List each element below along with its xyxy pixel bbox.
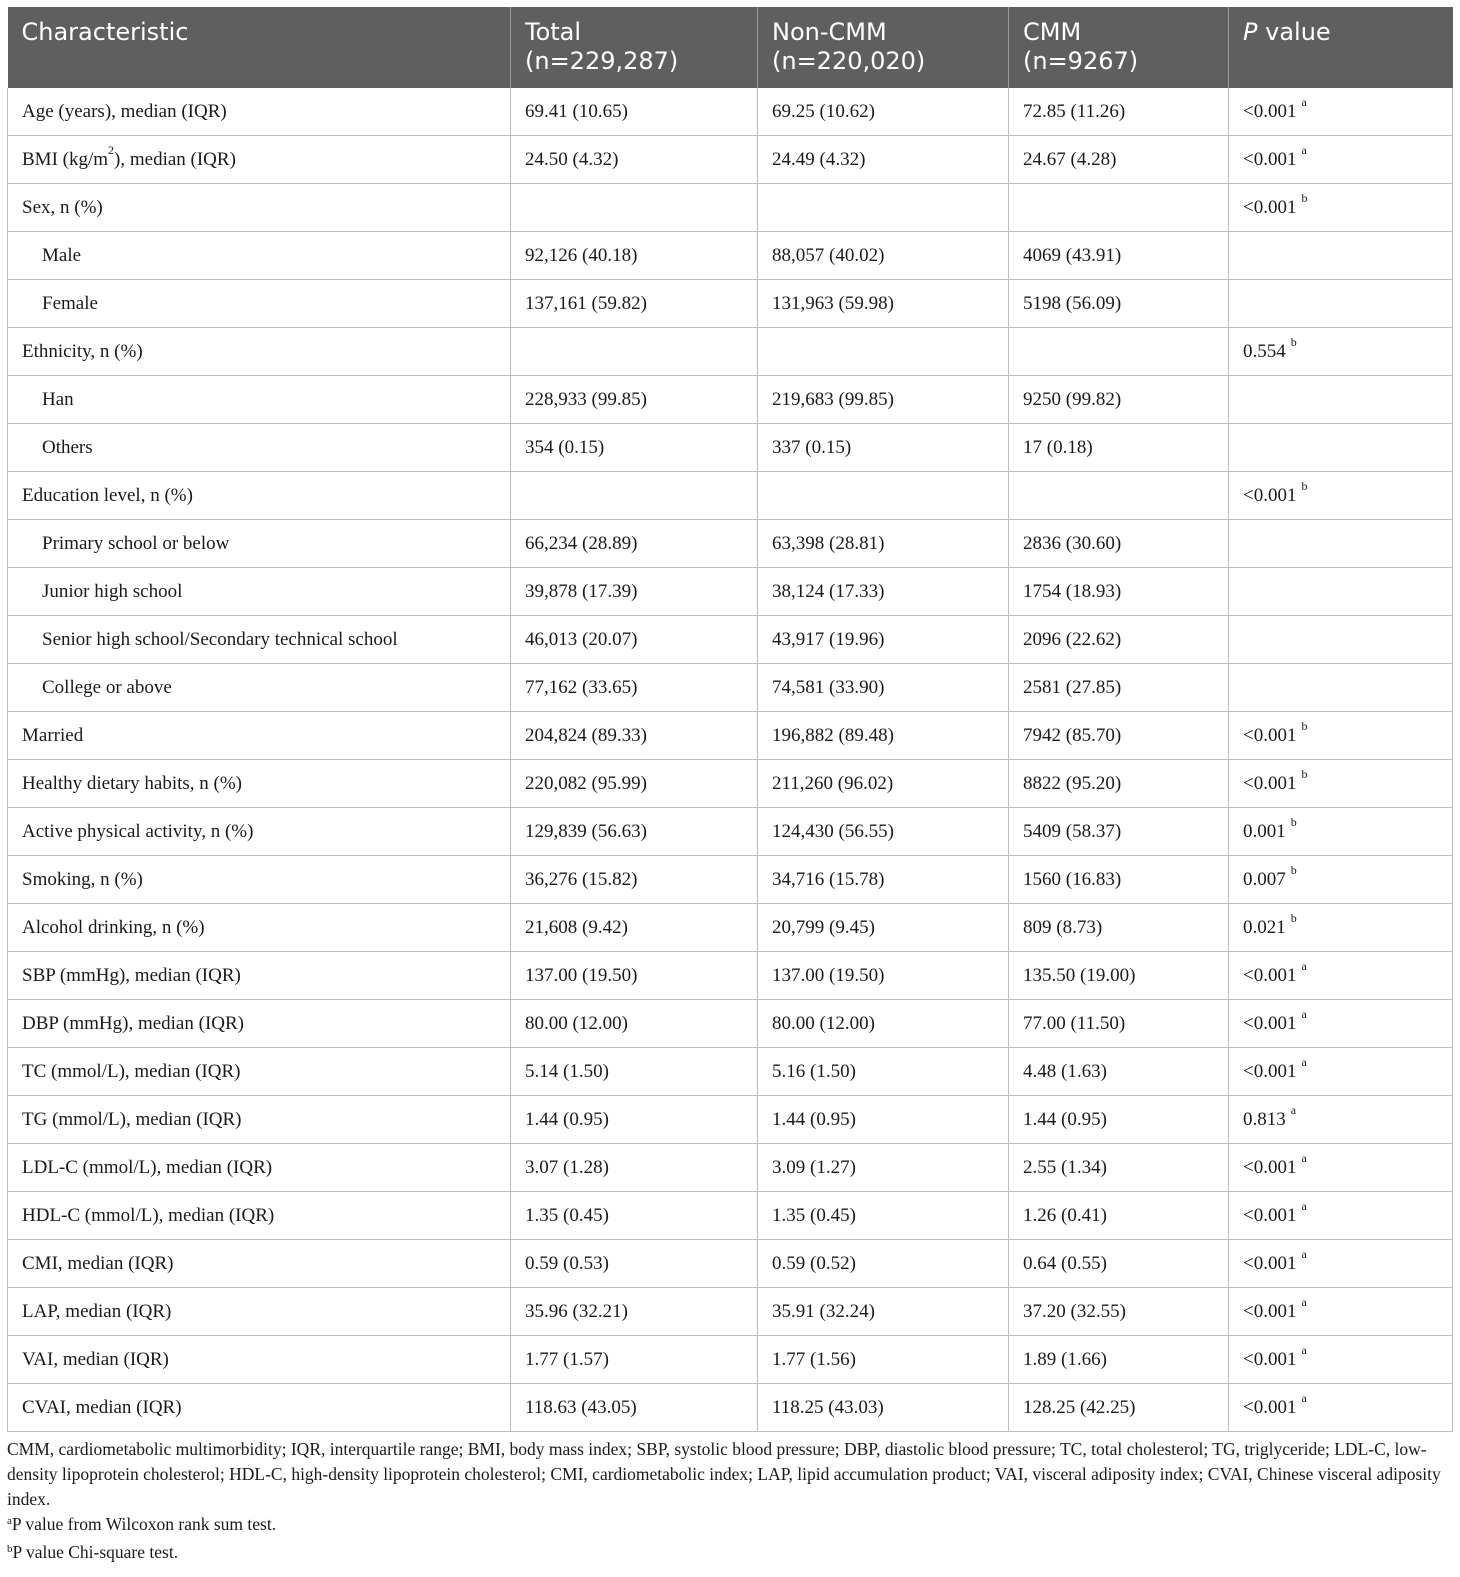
cell-characteristic: Male — [8, 232, 511, 280]
cell-cmm: 4.48 (1.63) — [1009, 1048, 1229, 1096]
table-footnotes — [7, 1437, 1452, 1568]
cell-characteristic: Others — [8, 424, 511, 472]
p-value-text: <0.001 — [1243, 100, 1297, 122]
cell-cmm: 1.44 (0.95) — [1009, 1096, 1229, 1144]
cell-p-value — [1229, 88, 1453, 136]
cell-total: 92,126 (40.18) — [511, 232, 758, 280]
cell-cmm — [1009, 328, 1229, 376]
cell-p-value — [1229, 712, 1453, 760]
cell-non-cmm: 80.00 (12.00) — [758, 1000, 1009, 1048]
cell-cmm: 4069 (43.91) — [1009, 232, 1229, 280]
cell-total: 137.00 (19.50) — [511, 952, 758, 1000]
cell-characteristic: College or above — [8, 664, 511, 712]
cell-total: 77,162 (33.65) — [511, 664, 758, 712]
cell-characteristic: Senior high school/Secondary technical school — [8, 616, 511, 664]
table-row — [8, 712, 1453, 760]
cell-characteristic: Healthy dietary habits, n (%) — [8, 760, 511, 808]
cell-p-value — [1229, 1048, 1453, 1096]
cell-non-cmm: 20,799 (9.45) — [758, 904, 1009, 952]
header-non-cmm-label: Non-CMM — [772, 18, 887, 46]
p-value-superscript: b — [1301, 479, 1308, 494]
p-value-text: <0.001 — [1243, 964, 1297, 986]
table-row — [8, 760, 1453, 808]
cell-characteristic: SBP (mmHg), median (IQR) — [8, 952, 511, 1000]
table-row — [8, 664, 1453, 712]
p-value-text: 0.007 — [1243, 868, 1286, 890]
p-value-text: <0.001 — [1243, 1156, 1297, 1178]
cell-total: 80.00 (12.00) — [511, 1000, 758, 1048]
cell-characteristic: LAP, median (IQR) — [8, 1288, 511, 1336]
table-row — [8, 472, 1453, 520]
cell-total: 1.35 (0.45) — [511, 1192, 758, 1240]
cell-total: 129,839 (56.63) — [511, 808, 758, 856]
table-body — [8, 88, 1453, 1432]
cell-p-value — [1229, 136, 1453, 184]
p-value-superscript: b — [1290, 335, 1297, 350]
p-value-text: <0.001 — [1243, 1252, 1297, 1274]
cell-p-value — [1229, 328, 1453, 376]
cell-cmm: 5409 (58.37) — [1009, 808, 1229, 856]
p-value-superscript: a — [1301, 1343, 1307, 1358]
cell-characteristic: Han — [8, 376, 511, 424]
cell-cmm: 8822 (95.20) — [1009, 760, 1229, 808]
cell-cmm: 5198 (56.09) — [1009, 280, 1229, 328]
header-p-rest: value — [1257, 18, 1331, 46]
cell-total: 5.14 (1.50) — [511, 1048, 758, 1096]
p-value-superscript: a — [1301, 143, 1307, 158]
cell-label-superscript: 2 — [108, 143, 115, 158]
cell-total: 0.59 (0.53) — [511, 1240, 758, 1288]
cell-characteristic: Smoking, n (%) — [8, 856, 511, 904]
table-row — [8, 280, 1453, 328]
cell-cmm: 77.00 (11.50) — [1009, 1000, 1229, 1048]
cell-non-cmm: 74,581 (33.90) — [758, 664, 1009, 712]
cell-total: 220,082 (95.99) — [511, 760, 758, 808]
cell-total: 3.07 (1.28) — [511, 1144, 758, 1192]
cell-total: 36,276 (15.82) — [511, 856, 758, 904]
cell-p-value — [1229, 424, 1453, 472]
cell-cmm: 1754 (18.93) — [1009, 568, 1229, 616]
table-row — [8, 616, 1453, 664]
cell-non-cmm: 118.25 (43.03) — [758, 1384, 1009, 1432]
table-row — [8, 88, 1453, 136]
p-value-superscript: b — [1301, 191, 1308, 206]
cell-p-value — [1229, 1288, 1453, 1336]
p-value-text: 0.554 — [1243, 340, 1286, 362]
cell-non-cmm: 63,398 (28.81) — [758, 520, 1009, 568]
cell-characteristic: Education level, n (%) — [8, 472, 511, 520]
cell-p-value — [1229, 1384, 1453, 1432]
table-row — [8, 1144, 1453, 1192]
p-value-superscript: b — [1301, 719, 1308, 734]
cell-cmm: 2.55 (1.34) — [1009, 1144, 1229, 1192]
table-row — [8, 1336, 1453, 1384]
cell-cmm: 1560 (16.83) — [1009, 856, 1229, 904]
p-value-text: <0.001 — [1243, 148, 1297, 170]
cell-p-value — [1229, 1192, 1453, 1240]
cell-cmm — [1009, 184, 1229, 232]
table-row — [8, 904, 1453, 952]
table-row — [8, 808, 1453, 856]
footnote-a-text: P value from Wilcoxon rank sum test. — [11, 1514, 277, 1534]
p-value-text: <0.001 — [1243, 1300, 1297, 1322]
cell-p-value — [1229, 232, 1453, 280]
table-row — [8, 184, 1453, 232]
table-row — [8, 1096, 1453, 1144]
cell-non-cmm: 337 (0.15) — [758, 424, 1009, 472]
cell-cmm: 9250 (99.82) — [1009, 376, 1229, 424]
cell-non-cmm — [758, 328, 1009, 376]
cell-p-value — [1229, 280, 1453, 328]
cell-cmm: 7942 (85.70) — [1009, 712, 1229, 760]
footnote-b-marker: b — [7, 1543, 13, 1555]
cell-characteristic: Female — [8, 280, 511, 328]
cell-characteristic: VAI, median (IQR) — [8, 1336, 511, 1384]
p-value-superscript: a — [1301, 1295, 1307, 1310]
table-row — [8, 136, 1453, 184]
cell-cmm: 0.64 (0.55) — [1009, 1240, 1229, 1288]
cell-p-value — [1229, 184, 1453, 232]
cell-cmm: 2581 (27.85) — [1009, 664, 1229, 712]
cell-p-value — [1229, 760, 1453, 808]
cell-p-value — [1229, 616, 1453, 664]
cell-cmm: 17 (0.18) — [1009, 424, 1229, 472]
cell-characteristic: LDL-C (mmol/L), median (IQR) — [8, 1144, 511, 1192]
header-total-label: Total — [525, 18, 582, 46]
cell-characteristic: Age (years), median (IQR) — [8, 88, 511, 136]
header-p-value — [1229, 7, 1453, 88]
p-value-superscript: a — [1301, 1247, 1307, 1262]
p-value-superscript: a — [1290, 1103, 1297, 1118]
cell-characteristic: TC (mmol/L), median (IQR) — [8, 1048, 511, 1096]
p-value-text: 0.001 — [1243, 820, 1286, 842]
footnote-abbreviations: CMM, cardiometabolic multimorbidity; IQR, interquartile range; BMI, body mass index; SBP, systolic blood pressure; DBP, diastolic blood pressure; TC, total cholesterol; TG, triglyceride; LDL-C, low-density lipoprotein cholesterol; HDL-C, high-density lipoprotein cholesterol; CMI, cardiometabolic index; LAP, lipid accumulation product; VAI, visceral adiposity index; CVAI, Chinese visceral adiposity index. — [7, 1439, 1441, 1509]
cell-characteristic: CMI, median (IQR) — [8, 1240, 511, 1288]
cell-p-value — [1229, 808, 1453, 856]
cell-non-cmm: 219,683 (99.85) — [758, 376, 1009, 424]
footnote-a-marker: a — [7, 1515, 12, 1527]
p-value-text: <0.001 — [1243, 772, 1297, 794]
p-value-text: <0.001 — [1243, 1060, 1297, 1082]
cell-non-cmm: 5.16 (1.50) — [758, 1048, 1009, 1096]
cell-cmm: 2836 (30.60) — [1009, 520, 1229, 568]
table-row — [8, 1048, 1453, 1096]
table-row — [8, 1384, 1453, 1432]
header-p-italic: P — [1243, 18, 1258, 46]
cell-total: 1.77 (1.57) — [511, 1336, 758, 1384]
cell-p-value — [1229, 904, 1453, 952]
cell-non-cmm: 3.09 (1.27) — [758, 1144, 1009, 1192]
p-value-text: 0.021 — [1243, 916, 1286, 938]
p-value-text: <0.001 — [1243, 1396, 1297, 1418]
header-total — [511, 7, 758, 88]
table-row — [8, 232, 1453, 280]
cell-total: 69.41 (10.65) — [511, 88, 758, 136]
cell-p-value — [1229, 472, 1453, 520]
cell-non-cmm: 196,882 (89.48) — [758, 712, 1009, 760]
footnote-a — [7, 1512, 1452, 1540]
cell-non-cmm: 34,716 (15.78) — [758, 856, 1009, 904]
cell-non-cmm: 1.44 (0.95) — [758, 1096, 1009, 1144]
cell-total — [511, 472, 758, 520]
cell-non-cmm: 1.77 (1.56) — [758, 1336, 1009, 1384]
table-row — [8, 424, 1453, 472]
cell-non-cmm: 69.25 (10.62) — [758, 88, 1009, 136]
p-value-superscript: a — [1301, 1391, 1307, 1406]
cell-non-cmm: 137.00 (19.50) — [758, 952, 1009, 1000]
cell-cmm: 1.89 (1.66) — [1009, 1336, 1229, 1384]
p-value-superscript: b — [1290, 815, 1297, 830]
p-value-superscript: b — [1301, 767, 1308, 782]
p-value-text: <0.001 — [1243, 724, 1297, 746]
header-cmm — [1009, 7, 1229, 88]
header-non-cmm — [758, 7, 1009, 88]
table-row — [8, 1192, 1453, 1240]
cell-total: 1.44 (0.95) — [511, 1096, 758, 1144]
cell-non-cmm: 88,057 (40.02) — [758, 232, 1009, 280]
cell-cmm: 24.67 (4.28) — [1009, 136, 1229, 184]
cell-p-value — [1229, 568, 1453, 616]
table-row — [8, 1288, 1453, 1336]
cell-p-value — [1229, 1240, 1453, 1288]
cell-total: 137,161 (59.82) — [511, 280, 758, 328]
table-container — [7, 7, 1452, 1568]
cell-characteristic — [8, 136, 511, 184]
p-value-superscript: a — [1301, 1055, 1307, 1070]
p-value-text: <0.001 — [1243, 196, 1297, 218]
cell-non-cmm: 0.59 (0.52) — [758, 1240, 1009, 1288]
cell-characteristic: Sex, n (%) — [8, 184, 511, 232]
p-value-text: <0.001 — [1243, 1204, 1297, 1226]
table-row — [8, 1000, 1453, 1048]
cell-characteristic: TG (mmol/L), median (IQR) — [8, 1096, 511, 1144]
cell-characteristic: Primary school or below — [8, 520, 511, 568]
cell-non-cmm: 38,124 (17.33) — [758, 568, 1009, 616]
table-row — [8, 376, 1453, 424]
cell-non-cmm — [758, 472, 1009, 520]
cell-cmm: 809 (8.73) — [1009, 904, 1229, 952]
cell-total: 228,933 (99.85) — [511, 376, 758, 424]
cell-total: 66,234 (28.89) — [511, 520, 758, 568]
cell-characteristic: Active physical activity, n (%) — [8, 808, 511, 856]
cell-non-cmm: 211,260 (96.02) — [758, 760, 1009, 808]
cell-total: 21,608 (9.42) — [511, 904, 758, 952]
cell-characteristic: Married — [8, 712, 511, 760]
cell-label-text: BMI (kg/m — [22, 148, 109, 170]
cell-label-text: ), median (IQR) — [114, 148, 236, 170]
p-value-text: <0.001 — [1243, 484, 1297, 506]
cell-characteristic: Alcohol drinking, n (%) — [8, 904, 511, 952]
table-row — [8, 856, 1453, 904]
cell-p-value — [1229, 520, 1453, 568]
cell-characteristic: DBP (mmHg), median (IQR) — [8, 1000, 511, 1048]
cell-total: 46,013 (20.07) — [511, 616, 758, 664]
p-value-superscript: a — [1301, 1151, 1307, 1166]
characteristics-table — [7, 7, 1453, 1432]
table-row — [8, 328, 1453, 376]
cell-p-value — [1229, 1096, 1453, 1144]
p-value-text: 0.813 — [1243, 1108, 1286, 1130]
cell-non-cmm: 24.49 (4.32) — [758, 136, 1009, 184]
p-value-text: <0.001 — [1243, 1012, 1297, 1034]
cell-non-cmm: 1.35 (0.45) — [758, 1192, 1009, 1240]
table-row — [8, 1240, 1453, 1288]
p-value-text: <0.001 — [1243, 1348, 1297, 1370]
cell-p-value — [1229, 376, 1453, 424]
cell-characteristic: CVAI, median (IQR) — [8, 1384, 511, 1432]
cell-non-cmm: 131,963 (59.98) — [758, 280, 1009, 328]
header-non-cmm-count: (n=220,020) — [772, 47, 926, 75]
cell-total: 24.50 (4.32) — [511, 136, 758, 184]
cell-cmm: 128.25 (42.25) — [1009, 1384, 1229, 1432]
cell-cmm: 1.26 (0.41) — [1009, 1192, 1229, 1240]
cell-total: 204,824 (89.33) — [511, 712, 758, 760]
cell-total: 39,878 (17.39) — [511, 568, 758, 616]
p-value-superscript: a — [1301, 95, 1307, 110]
p-value-superscript: a — [1301, 1007, 1307, 1022]
cell-total: 35.96 (32.21) — [511, 1288, 758, 1336]
cell-cmm: 72.85 (11.26) — [1009, 88, 1229, 136]
cell-p-value — [1229, 1144, 1453, 1192]
cell-non-cmm: 124,430 (56.55) — [758, 808, 1009, 856]
cell-total — [511, 184, 758, 232]
footnote-b — [7, 1540, 1452, 1568]
cell-cmm: 2096 (22.62) — [1009, 616, 1229, 664]
cell-total: 354 (0.15) — [511, 424, 758, 472]
table-header-row — [8, 7, 1453, 88]
cell-cmm — [1009, 472, 1229, 520]
table-row — [8, 568, 1453, 616]
cell-total — [511, 328, 758, 376]
table-row — [8, 520, 1453, 568]
p-value-superscript: a — [1301, 1199, 1307, 1214]
cell-non-cmm — [758, 184, 1009, 232]
footnote-b-text: P value Chi-square test. — [12, 1542, 179, 1562]
cell-characteristic: Junior high school — [8, 568, 511, 616]
cell-cmm: 37.20 (32.55) — [1009, 1288, 1229, 1336]
p-value-superscript: a — [1301, 959, 1307, 974]
header-characteristic — [8, 7, 511, 88]
cell-non-cmm: 35.91 (32.24) — [758, 1288, 1009, 1336]
table-row — [8, 952, 1453, 1000]
cell-p-value — [1229, 952, 1453, 1000]
p-value-superscript: b — [1290, 911, 1297, 926]
cell-p-value — [1229, 856, 1453, 904]
cell-total: 118.63 (43.05) — [511, 1384, 758, 1432]
cell-characteristic: HDL-C (mmol/L), median (IQR) — [8, 1192, 511, 1240]
cell-p-value — [1229, 1336, 1453, 1384]
cell-p-value — [1229, 664, 1453, 712]
header-characteristic-label: Characteristic — [21, 18, 189, 46]
header-total-count: (n=229,287) — [525, 47, 679, 75]
cell-p-value — [1229, 1000, 1453, 1048]
header-cmm-label: CMM — [1023, 18, 1082, 46]
cell-cmm: 135.50 (19.00) — [1009, 952, 1229, 1000]
header-cmm-count: (n=9267) — [1023, 47, 1139, 75]
p-value-superscript: b — [1290, 863, 1297, 878]
cell-non-cmm: 43,917 (19.96) — [758, 616, 1009, 664]
cell-characteristic: Ethnicity, n (%) — [8, 328, 511, 376]
